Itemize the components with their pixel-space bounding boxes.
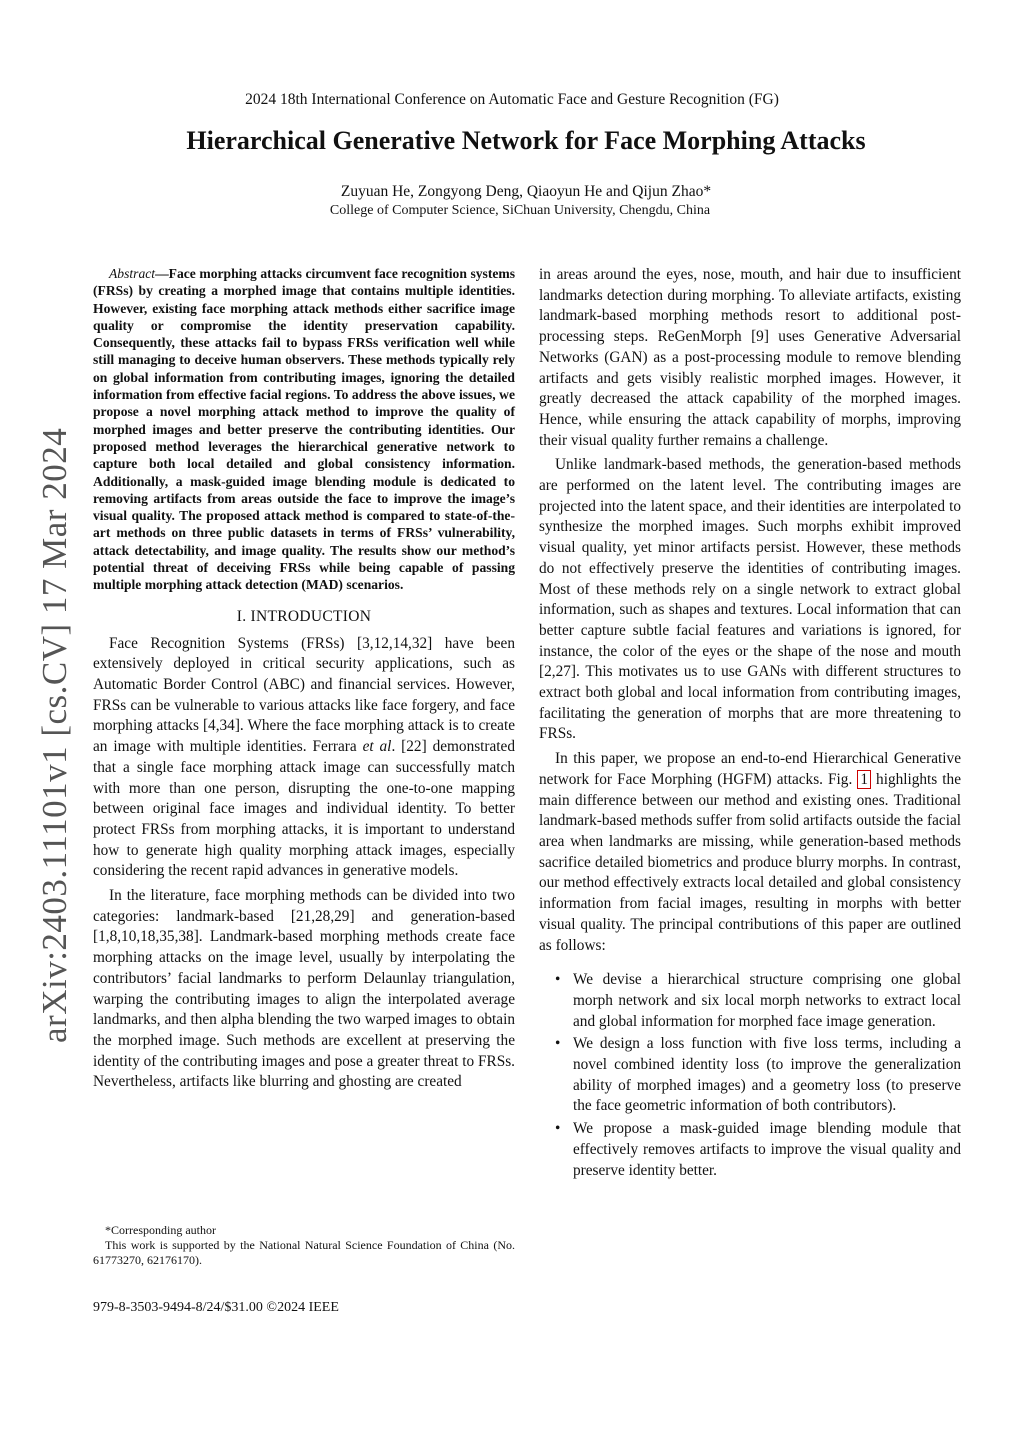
- contribution-text: We propose a mask-guided image blending module that effectively removes artifacts to improve the visual quality and preserve identity better.: [573, 1120, 961, 1179]
- bullet-icon: •: [555, 1035, 561, 1053]
- footnotes: [93, 1223, 515, 1268]
- intro-paragraph-1: [93, 634, 515, 882]
- bullet-icon: •: [555, 1120, 561, 1138]
- intro-p1-text-a: Face Recognition Systems (FRSs) [3,12,14,32] have been extensively deployed in critical security applications, such as Automatic Border Control (ABC) and financial services. However, FRSs can be vulnerable to various attacks like face forgery, and face morphing attacks [4,34]. Where the face morphing attack is to create an image with multiple identities. Ferrara: [93, 634, 515, 756]
- right-column: [539, 265, 961, 1183]
- contribution-text: We design a loss function with five loss terms, including a novel combined identity loss (to improve the generalization ability of morphed images) and a geometry loss (to preserve the face geometric information of both contributors).: [573, 1035, 961, 1115]
- contribution-list: [539, 970, 961, 1181]
- intro-p4-text-a: In this paper, we propose an end-to-end Hierarchical Generative network for Face Morphing (HGFM) attacks. Fig.: [539, 750, 961, 788]
- intro-paragraph-2-continued: in areas around the eyes, nose, mouth, and hair due to insufficient landmarks detection during morphing. To alleviate artifacts, existing landmark-based morphing methods resort to additional post-processing steps. ReGenMorph [9] uses Generative Adversarial Networks (GAN) as a post-processing module to remove blending artifacts and gets visibly realistic morphed images. However, it greatly decreased the attack capability of the morphed images. Hence, while ensuring the attack capability of morphs, improving their visual quality further remains a challenge.: [539, 266, 961, 449]
- figure-1-link[interactable]: 1: [857, 770, 871, 789]
- footnote-funding: This work is supported by the National Natural Science Foundation of China (No. 61773270, 62176170).: [93, 1238, 515, 1267]
- author-list: Zuyuan He, Zongyong Deng, Qiaoyun He and Qijun Zhao*: [340, 183, 712, 200]
- abstract: [93, 265, 515, 594]
- contribution-item: [539, 970, 961, 1032]
- contribution-text: We devise a hierarchical structure comprising one global morph network and six local morph networks to extract local and global information for morphed face image generation.: [573, 971, 961, 1030]
- left-column: [93, 265, 515, 1093]
- abstract-text: Face morphing attacks circumvent face recognition systems (FRSs) by creating a morphed image that contains multiple identities. However, existing face morphing attack methods either sacrifice image quality or compromise the identity preservation capability. Consequently, these attacks fail to bypass FRSs verification well while still managing to deceive human observers. These methods typically rely on global information from contributing images, ignoring the detailed information from effective facial regions. To address the above issues, we propose a novel morphing attack method to improve the quality of morphed images and better preserve the contributing identities. Our proposed method leverages the hierarchical generative network to capture both local detailed and global consistency information. Additionally, a mask-guided image blending module is dedicated to removing artifacts from areas outside the face to improve the image’s visual quality. The proposed attack method is compared to state-of-the-art methods on three public datasets in terms of FRSs’ vulnerability, attack detectability, and image quality. The results show our method’s potential threat of deceiving FRSs while being capable of passing multiple morphing attack detection (MAD) scenarios.: [93, 266, 515, 593]
- isbn-copyright: 979-8-3503-9494-8/24/$31.00 ©2024 IEEE: [93, 1300, 339, 1315]
- intro-paragraph-4: [539, 749, 961, 956]
- paper-title: Hierarchical Generative Network for Face Morphing Attacks: [186, 126, 866, 155]
- abstract-dash: —: [155, 266, 169, 281]
- intro-p4-text-b: highlights the main difference between our method and existing ones. Traditional landmark-based methods suffer from solid artifacts outside the facial area when landmarks are missing, while generation-based methods sacrifice detailed biometrics and produce blurry morphs. In contrast, our method effectively extracts local detailed and global consistency information from facial images, resulting in morphs with better visual quality. The principal contributions of this paper are outlined as follows:: [539, 770, 961, 954]
- abstract-label: Abstract: [109, 266, 156, 281]
- bullet-icon: •: [555, 971, 561, 989]
- intro-paragraph-3: Unlike landmark-based methods, the generation-based methods are performed on the latent level. The contributing images are projected into the latent space, and their identities are interpolated to synthesize the morphed images. Such morphs exhibit improved visual quality, yet minor artifacts persist. However, these methods do not effectively preserve the identities of contributing images. Most of these methods rely on a single network to extract global information, such as shapes and textures. Local information that can better capture subtle facial features and variations is ignored, for instance, the color of the eyes or the shape of the nose and mouth [2,27]. This motivates us to use GANs with different structures to extract both global and local information from contributing images, facilitating the generation of morphs that are more threatening to FRSs.: [539, 456, 961, 743]
- intro-p1-emphasis: et al: [362, 738, 392, 756]
- intro-p1-text-b: . [22] demonstrated that a single face morphing attack image can successfully match with more than one person, disrupting the one-to-one mapping between original face images and individual identity. To better protect FRSs from morphing attacks, it is important to understand how to generate high quality morphing attack images, especially considering the recent rapid advances in generative models.: [93, 738, 515, 880]
- contribution-item: [539, 1034, 961, 1117]
- intro-paragraph-2: In the literature, face morphing methods can be divided into two categories: landmark-based [21,28,29] and generation-based [1,8,10,18,35,38]. Landmark-based morphing methods create face morphing attacks on the image level, usually by interpolating the contributors’ facial landmarks to perform Delaunlay triangulation, warping the contributing images to align the interpolated average landmarks, and then alpha blending the two warped images to obtain the morphed image. Such methods are excellent at preserving the identity of the contributing images and pose a greater threat to FRSs. Nevertheless, artifacts like blurring and ghosting are created: [93, 887, 515, 1091]
- affiliation: College of Computer Science, SiChuan University, Chengdu, China: [329, 203, 711, 218]
- arxiv-stamp[interactable]: arXiv:2403.11101v1 [cs.CV] 17 Mar 2024: [35, 427, 74, 1043]
- footnote-corresponding: *Corresponding author: [105, 1223, 216, 1237]
- conference-header: 2024 18th International Conference on Automatic Face and Gesture Recognition (FG): [245, 91, 779, 108]
- section-heading-introduction: I. INTRODUCTION: [236, 607, 372, 625]
- contribution-item: [539, 1119, 961, 1181]
